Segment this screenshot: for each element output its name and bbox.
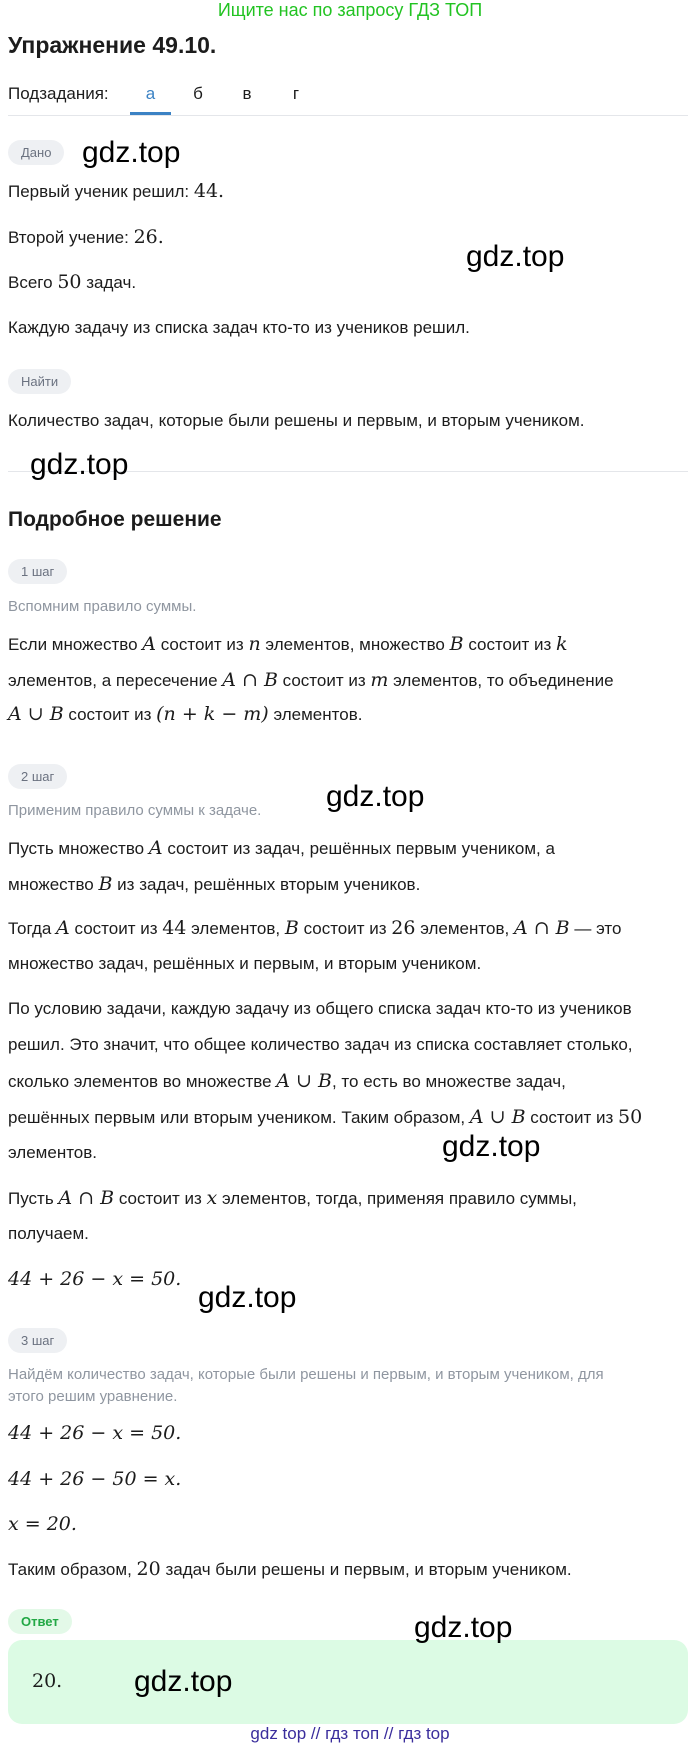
step-2-badge: 2 шаг (8, 764, 67, 789)
given-badge: Дано (8, 140, 64, 165)
step-1-badge: 1 шаг (8, 559, 67, 584)
step-3-hint-line-1: Найдём количество задач, которые были решены и первым, и вторым учеником, для (8, 1366, 604, 1383)
step-2-equation: 44 + 26 − x = 50. (8, 1268, 182, 1290)
watermark: gdz.top (82, 136, 181, 169)
step-2-para-2-line-1: Тогда A состоит из 44 элементов, B состоит из 26 элементов, A ∩ B — это (8, 917, 622, 939)
step-3-result: Таким образом, 20 задач были решены и первым, и вторым учеником. (8, 1558, 572, 1580)
step-2-para-3-line-5: элементов. (8, 1143, 98, 1162)
watermark: gdz.top (414, 1611, 513, 1644)
page-title: Упражнение 49.10. (8, 32, 217, 58)
step-3-hint-line-2: этого решим уравнение. (8, 1388, 178, 1405)
step-3-equation-3: x = 20. (8, 1513, 77, 1535)
step-2-hint: Применим правило суммы к задаче. (8, 802, 262, 819)
watermark: gdz.top (198, 1281, 297, 1314)
search-promo-banner: Ищите нас по запросу ГДЗ ТОП (217, 0, 483, 20)
step-2-para-4-line-1: Пусть A ∩ B состоит из x элементов, тогда, применяя правило суммы, (8, 1187, 577, 1209)
step-3-badge: 3 шаг (8, 1328, 67, 1353)
given-line-1: Первый ученик решил: 44. (8, 180, 225, 202)
step-1-line-1: Если множество A состоит из n элементов, множество B состоит из k (8, 633, 568, 655)
step-2-para-1-line-2: множество B из задач, решённых вторым учеников. (8, 873, 421, 895)
given-line-2: Второй учение: 26. (8, 226, 164, 248)
tab-v[interactable]: в (242, 84, 252, 103)
given-line-4: Каждую задачу из списка задач кто-то из учеников решил. (8, 318, 470, 337)
step-2-para-3-line-4: решённых первым или вторым учеником. Таким образом, A ∪ B состоит из 50 (8, 1106, 643, 1128)
step-2-para-4-line-2: получаем. (8, 1224, 89, 1243)
step-1-hint: Вспомним правило суммы. (8, 598, 197, 615)
step-1-line-3: A ∪ B состоит из (n + k − m) элементов. (8, 703, 363, 725)
answer-badge: Ответ (8, 1609, 72, 1634)
tab-a[interactable]: а (145, 84, 156, 103)
step-2-para-3-line-3: сколько элементов во множестве A ∪ B, то есть во множестве задач, (8, 1070, 566, 1092)
subtasks-label: Подзадания: (8, 84, 109, 103)
answer-box (8, 1640, 688, 1724)
footer-links[interactable]: gdz top // гдз топ // гдз top (250, 1724, 450, 1743)
watermark: gdz.top (442, 1130, 541, 1163)
watermark: gdz.top (466, 240, 565, 273)
watermark: gdz.top (134, 1665, 233, 1698)
watermark: gdz.top (30, 448, 129, 481)
step-3-equation-2: 44 + 26 − 50 = x. (8, 1468, 182, 1490)
divider (8, 115, 688, 116)
step-2-para-3-line-2: решил. Это значит, что общее количество задач из списка составляет столько, (8, 1035, 633, 1054)
step-3-equation-1: 44 + 26 − x = 50. (8, 1422, 182, 1444)
find-text: Количество задач, которые были решены и первым, и вторым учеником. (8, 411, 585, 430)
step-1-line-2: элементов, а пересечение A ∩ B состоит из m элементов, то объединение (8, 669, 614, 691)
answer-value: 20. (32, 1670, 63, 1692)
given-line-3: Всего 50 задач. (8, 271, 137, 293)
find-badge: Найти (8, 369, 71, 394)
tab-b[interactable]: б (193, 84, 203, 103)
step-2-para-1-line-1: Пусть множество A состоит из задач, решённых первым учеником, а (8, 837, 555, 859)
watermark: gdz.top (326, 780, 425, 813)
step-2-para-3-line-1: По условию задачи, каждую задачу из общего списка задач кто-то из учеников (8, 999, 632, 1018)
step-2-para-2-line-2: множество задач, решённых и первым, и вторым учеником. (8, 954, 482, 973)
tab-g[interactable]: г (292, 84, 300, 103)
solution-title: Подробное решение (8, 508, 222, 531)
